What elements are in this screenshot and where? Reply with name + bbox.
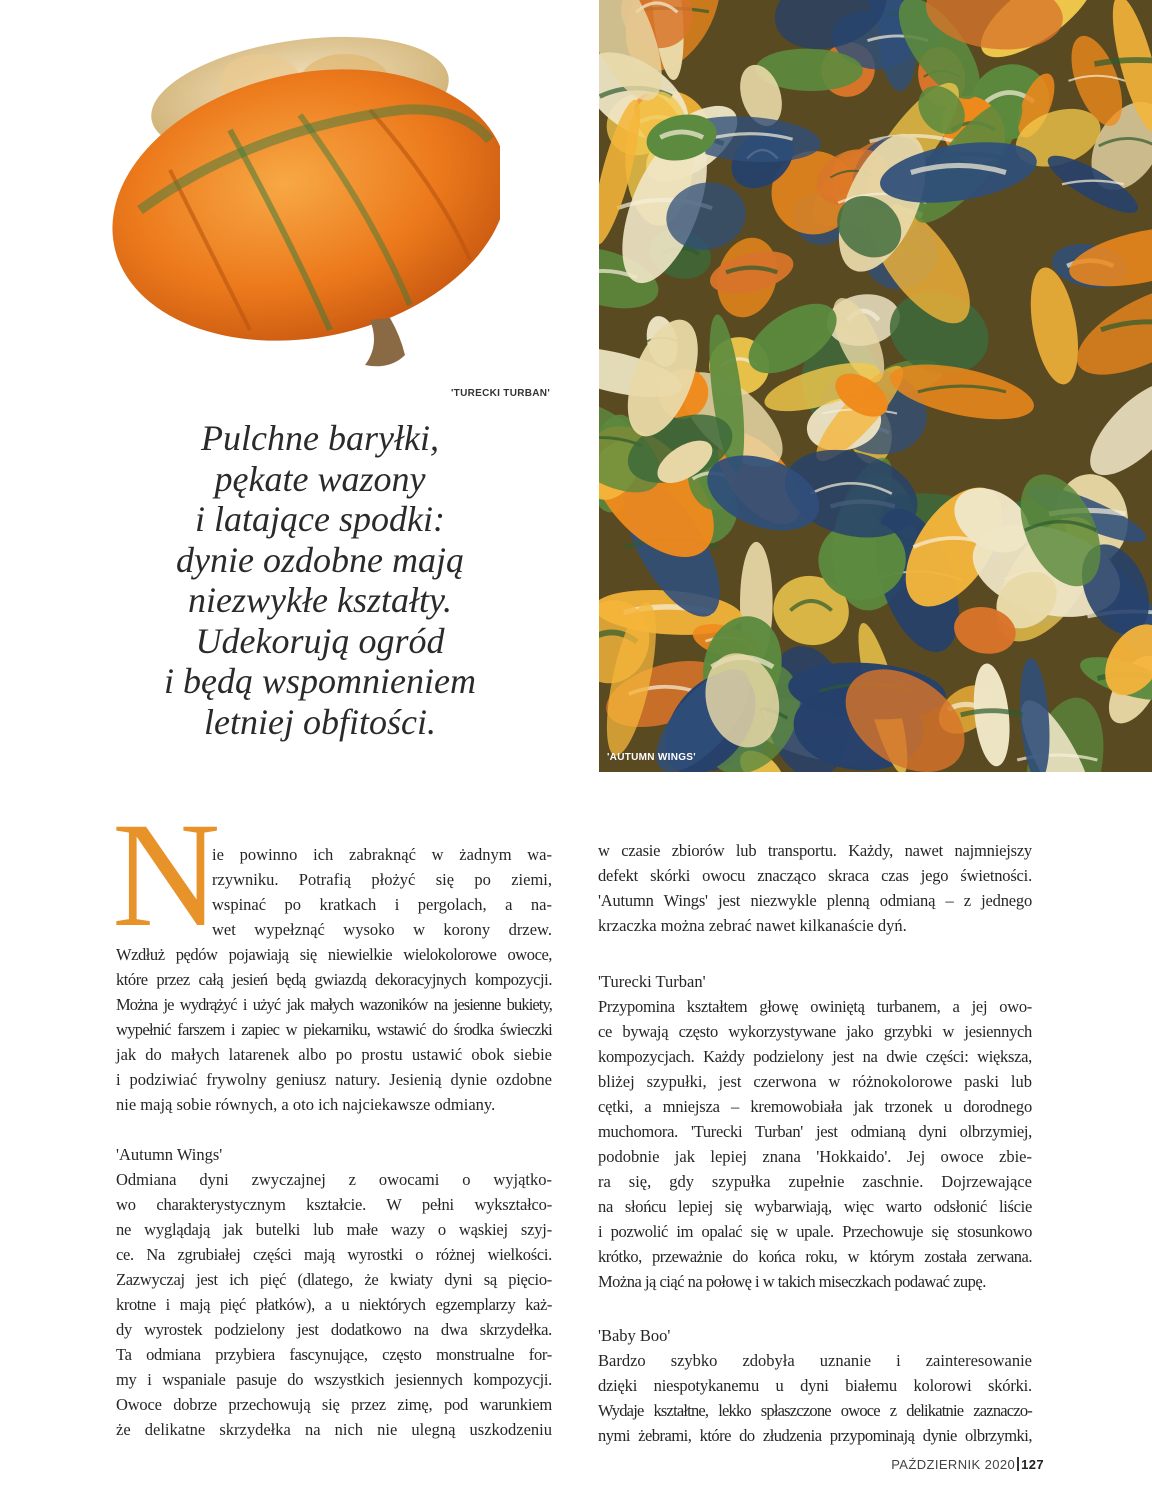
- turecki-turban-line: muchomora. 'Turecki Turban' jest odmianą dyni olbrzymiej,: [598, 1122, 1032, 1141]
- pull-quote-line: dynie ozdobne mają: [176, 539, 464, 580]
- pull-quote-line: i będą wspomnieniem: [164, 661, 476, 701]
- intro-line: które przez całą jesień będą gwiazdą dekoracyjnych kompozycji.: [116, 970, 552, 989]
- baby-boo-line: Wydaje kształtne, lekko spłaszczone owoce z delikatnie zaznaczo-: [598, 1401, 1032, 1420]
- intro-line: wypełnić farszem i zapiec w piekarniku, wstawić do środka świeczki: [116, 1020, 552, 1039]
- turecki-turban-line: Można ją ciąć na połowę i w takich miseczkach podawać zupę.: [598, 1272, 986, 1291]
- autumn-wings-continued-line: w czasie zbiorów lub transportu. Każdy, nawet najmniejszy: [598, 841, 1032, 860]
- turecki-turban-line: Przypomina kształtem głowę owiniętą turbanem, a jej owo-: [598, 997, 1032, 1016]
- autumn-wings-line: Ta odmiana przybiera fascynujące, często monstrualne for-: [116, 1345, 552, 1364]
- autumn-wings-continued-line: krzaczka można zebrać nawet kilkanaście dyń.: [598, 916, 907, 935]
- turecki-turban-line: krótko, przeważnie do końca roku, w którym została zerwana.: [598, 1247, 1032, 1266]
- turecki-turban-line: kompozycjach. Każdy podzielony jest na dwie części: większa,: [598, 1047, 1032, 1066]
- autumn-wings-continued-line: 'Autumn Wings' jest niezwykle plenną odmianą – z jednego: [598, 891, 1032, 910]
- turecki-turban-line: podobnie jak lepiej znana 'Hokkaido'. Jej owoce zbie-: [598, 1147, 1032, 1166]
- autumn-wings-line: wo charakterystycznym kształcie. W pełni wykształco-: [116, 1195, 552, 1214]
- article-column-right: [598, 838, 1032, 1448]
- autumn-wings-line: dy wyrostek podzielony jest dodatkowo na dwa skrzydełka.: [116, 1320, 552, 1339]
- pull-quote-line: pękate wazony: [214, 458, 426, 499]
- section-heading-baby-boo: 'Baby Boo': [598, 1326, 671, 1345]
- drop-cap: N: [112, 792, 221, 958]
- turecki-turban-line: i pozwolić im opalać się w upale. Przechowuje się stosunkowo: [598, 1222, 1032, 1241]
- intro-line: wspinać po kratkach i pergolach, a na-: [212, 895, 552, 914]
- autumn-wings-line: Owoce dobrze przechowują się przez zimę, pod warunkiem: [116, 1395, 552, 1414]
- intro-line: nie mają sobie równych, a oto ich najciekawsze odmiany.: [116, 1095, 496, 1114]
- turecki-turban-line: ce bywają często wykorzystywane jako grzybki w jesiennych: [598, 1022, 1032, 1041]
- pull-quote-line: niezwykłe kształty.: [188, 580, 452, 620]
- baby-boo-line: Bardzo szybko zdobyła uznanie i zainteresowanie: [598, 1351, 1032, 1370]
- autumn-wings-line: ne wyglądają jak butelki lub małe wazy o wąskiej szyj-: [116, 1220, 552, 1239]
- page-footer: [891, 1457, 1044, 1472]
- autumn-wings-line: ce. Na zgrubiałej części mają wyrostki o różnej wielkości.: [116, 1245, 552, 1264]
- autumn-wings-continued-line: defekt skórki owocu znacząco skraca czas jego świetności.: [598, 866, 1032, 885]
- autumn-wings-line: że delikatne skrzydełka na nich nie ulegną uszkodzeniu: [116, 1420, 552, 1439]
- pull-quote-line: Pulchne baryłki,: [201, 418, 439, 458]
- pull-quote: [120, 418, 520, 742]
- intro-line: i podziwiać frywolny geniusz natury. Jesienią dynie ozdobne: [116, 1070, 552, 1089]
- turecki-turban-line: na słońcu lepiej się wybarwiają, więc warto odsłonić liście: [598, 1197, 1032, 1216]
- turecki-turban-line: ra się, gdy szypułka zupełnie zaschnie. Dojrzewające: [598, 1172, 1032, 1191]
- intro-line: Można je wydrążyć i użyć jak małych wazoników na jesienne bukiety,: [116, 995, 552, 1014]
- article-column-left: [116, 826, 552, 1442]
- turecki-turban-line: bliżej szypułki, jest czerwona w różnokolorowe paski lub: [598, 1072, 1032, 1091]
- autumn-wings-caption: 'AUTUMN WINGS': [607, 752, 696, 763]
- intro-line: rzywniku. Potrafią płożyć się po ziemi,: [212, 870, 552, 889]
- issue-date: PAŹDZIERNIK 2020: [891, 1457, 1016, 1472]
- autumn-wings-line: krotne i mają pięć płatków), a u niektórych egzemplarzy każ-: [116, 1295, 552, 1314]
- turecki-turban-line: cętki, a mniejsza – kremowobiała jak trzonek u dorodnego: [598, 1097, 1032, 1116]
- autumn-wings-line: Zazwyczaj jest ich pięć (dlatego, że kwiaty dyni są pięcio-: [116, 1270, 552, 1289]
- autumn-wings-photo: [599, 0, 1152, 772]
- footer-separator: [1017, 1457, 1019, 1471]
- baby-boo-line: dzięki niespotykanemu u dyni białemu kolorowi skórki.: [598, 1376, 1032, 1395]
- intro-line: jak do małych latarenek albo po prostu ustawić obok siebie: [116, 1045, 552, 1064]
- section-heading-turecki-turban: 'Turecki Turban': [598, 972, 706, 991]
- pull-quote-line: i latające spodki:: [195, 499, 445, 539]
- page-number: 127: [1021, 1457, 1044, 1472]
- pull-quote-line: letniej obfitości.: [204, 701, 436, 742]
- section-heading-autumn-wings: 'Autumn Wings': [116, 1145, 223, 1164]
- intro-line: Wzdłuż pędów pojawiają się niewielkie wielokolorowe owoce,: [116, 945, 552, 964]
- turecki-turban-photo: [100, 20, 500, 380]
- pull-quote-line: Udekorują ogród: [195, 620, 445, 661]
- baby-boo-line: nymi żebrami, które do złudzenia przypominają dynie olbrzymki,: [598, 1426, 1032, 1445]
- intro-line: wet wypełznąć wysoko w korony drzew.: [212, 920, 552, 939]
- turecki-turban-caption: 'TURECKI TURBAN': [451, 388, 550, 399]
- gourds-image: [599, 0, 1152, 772]
- autumn-wings-line: Odmiana dyni zwyczajnej z owocami o wyjątko-: [116, 1170, 552, 1189]
- autumn-wings-line: my i wspaniale pasuje do wszystkich jesiennych kompozycji.: [116, 1370, 552, 1389]
- intro-line: ie powinno ich zabraknąć w żadnym wa-: [212, 845, 552, 864]
- turban-pumpkin-image: [100, 20, 500, 380]
